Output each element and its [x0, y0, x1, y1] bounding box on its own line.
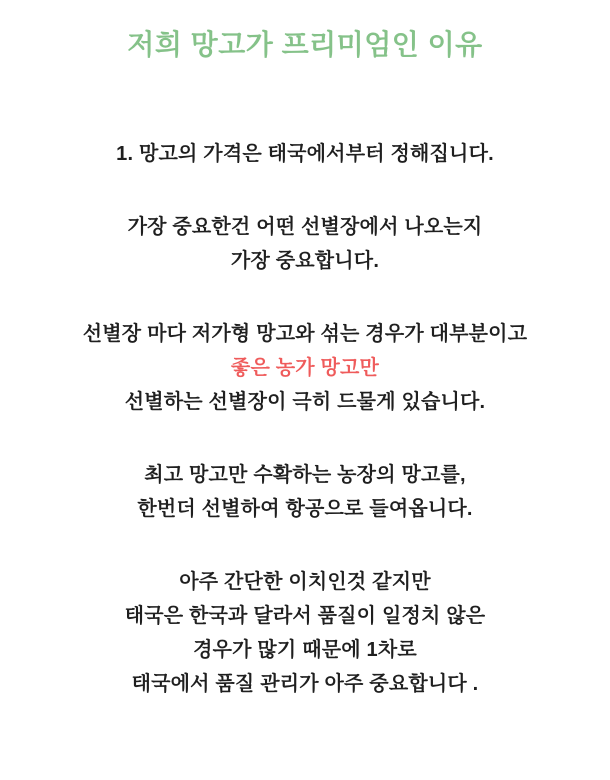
paragraph-line: 1. 망고의 가격은 태국에서부터 정해집니다.	[116, 143, 494, 165]
paragraph-harvest-air-shipping	[0, 458, 610, 526]
paragraph-line: 한번더 선별하여 항공으로 들여옵니다.	[137, 498, 473, 520]
paragraph-line: 아주 간단한 이치인것 같지만	[179, 571, 431, 593]
paragraph-sorting-importance	[0, 210, 610, 278]
paragraph-quality-control	[0, 565, 610, 701]
paragraph-line: 태국은 한국과 달라서 품질이 일정치 않은	[124, 605, 486, 627]
highlighted-line-good-farm-mango: 좋은 농가 망고만	[230, 357, 380, 379]
paragraph-sorting-facilities	[0, 317, 610, 419]
paragraph-line: 선별하는 선별장이 극히 드물게 있습니다.	[124, 391, 486, 413]
page-title: 저희 망고가 프리미엄인 이유	[127, 29, 483, 60]
paragraph-price-origin	[0, 137, 610, 171]
paragraph-line: 선별장 마다 저가형 망고와 섞는 경우가 대부분이고	[82, 323, 528, 345]
paragraph-line: 태국에서 품질 관리가 아주 중요합니다 .	[131, 673, 479, 695]
paragraph-line: 경우가 많기 때문에 1차로	[193, 639, 417, 661]
paragraph-line: 가장 중요합니다.	[230, 250, 380, 272]
paragraph-line: 가장 중요한건 어떤 선별장에서 나오는지	[127, 216, 483, 238]
paragraph-line: 최고 망고만 수확하는 농장의 망고를,	[144, 464, 466, 486]
